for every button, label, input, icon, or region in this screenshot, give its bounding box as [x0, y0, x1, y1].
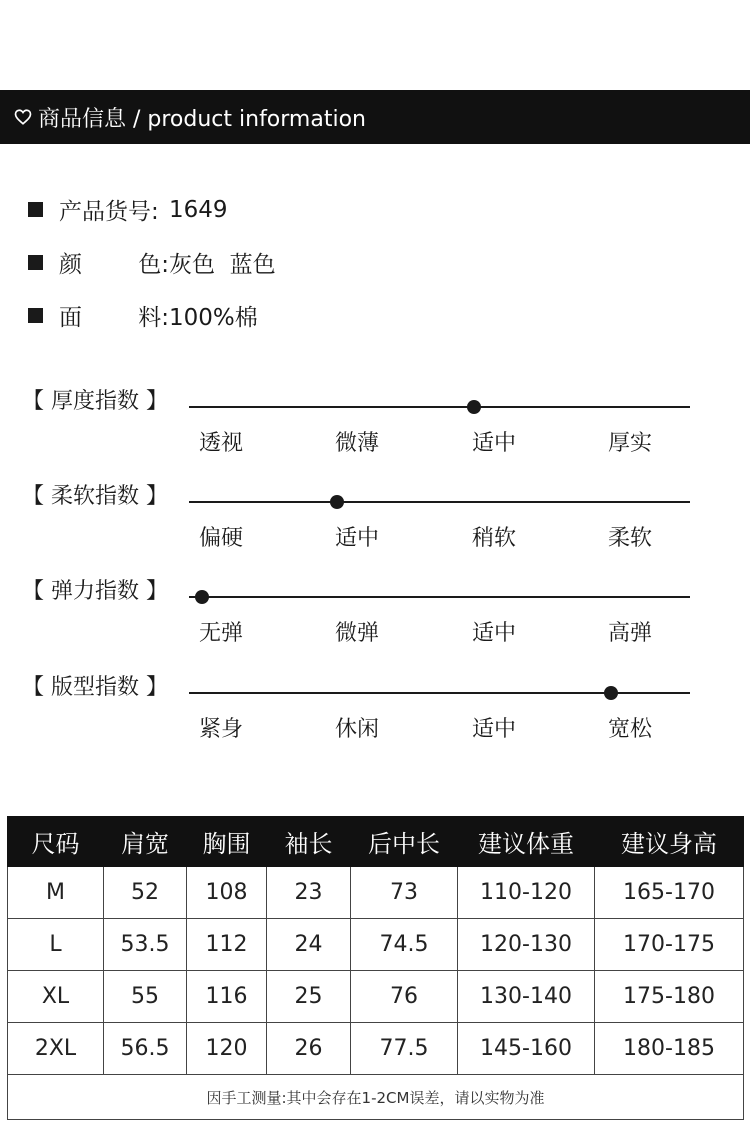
index-scale	[0, 574, 750, 669]
info-row-sku	[28, 193, 228, 226]
table-row	[8, 1023, 744, 1075]
index-marker-dot	[195, 590, 209, 604]
index-title: 【 厚度指数 】	[22, 389, 168, 414]
table-cell: 23	[267, 867, 351, 919]
index-level-label: 柔软	[608, 526, 653, 551]
index-scale	[0, 384, 750, 479]
index-level-label: 宽松	[608, 717, 653, 742]
table-row	[8, 919, 744, 971]
size-table	[7, 816, 744, 1120]
section-title: 商品信息 / product information	[38, 106, 366, 132]
index-level-label: 高弹	[608, 621, 653, 646]
info-row-material	[28, 299, 258, 332]
table-cell: 25	[267, 971, 351, 1023]
table-cell: 2XL	[8, 1023, 104, 1075]
index-scale	[0, 670, 750, 765]
table-cell: 56.5	[104, 1023, 187, 1075]
size-table-header	[8, 817, 744, 867]
index-level-label: 无弹	[199, 621, 244, 646]
table-cell: XL	[8, 971, 104, 1023]
index-title: 【 版型指数 】	[22, 675, 168, 700]
index-line	[189, 501, 690, 503]
index-title: 【 弹力指数 】	[22, 579, 168, 604]
index-level-label: 偏硬	[199, 526, 244, 551]
table-cell: 77.5	[351, 1023, 458, 1075]
index-marker-dot	[467, 400, 481, 414]
index-line	[189, 596, 690, 598]
table-cell: 112	[187, 919, 267, 971]
index-level-label: 紧身	[199, 717, 244, 742]
index-level-label: 适中	[335, 526, 380, 551]
color-label: 颜 色:	[59, 252, 169, 278]
table-row	[8, 971, 744, 1023]
section-header	[0, 90, 750, 144]
table-cell: 76	[351, 971, 458, 1023]
index-level-label: 微薄	[335, 431, 380, 456]
index-level-label: 透视	[199, 431, 244, 456]
color-value: 灰色 蓝色	[169, 252, 276, 278]
table-cell: M	[8, 867, 104, 919]
table-cell: 73	[351, 867, 458, 919]
size-table-header-cell: 胸围	[187, 817, 267, 867]
table-cell: 170-175	[595, 919, 744, 971]
index-level-label: 休闲	[335, 717, 380, 742]
table-cell: 53.5	[104, 919, 187, 971]
table-cell: 120	[187, 1023, 267, 1075]
size-table-header-cell: 袖长	[267, 817, 351, 867]
table-row	[8, 867, 744, 919]
index-level-label: 适中	[472, 621, 517, 646]
bullet-square-icon	[28, 255, 43, 270]
heart-icon	[14, 108, 32, 126]
table-cell: 180-185	[595, 1023, 744, 1075]
index-level-label: 适中	[472, 717, 517, 742]
material-value: 100%棉	[169, 305, 258, 331]
table-cell: 175-180	[595, 971, 744, 1023]
index-level-label: 厚实	[608, 431, 653, 456]
table-note-row	[8, 1075, 744, 1120]
index-title: 【 柔软指数 】	[22, 484, 168, 509]
index-scale	[0, 479, 750, 574]
table-cell: 116	[187, 971, 267, 1023]
size-table-header-cell: 尺码	[8, 817, 104, 867]
bullet-square-icon	[28, 308, 43, 323]
index-level-label: 稍软	[472, 526, 517, 551]
size-table-header-cell: 肩宽	[104, 817, 187, 867]
info-row-color	[28, 246, 276, 279]
table-cell: 55	[104, 971, 187, 1023]
bullet-square-icon	[28, 202, 43, 217]
index-marker-dot	[604, 686, 618, 700]
table-cell: 110-120	[458, 867, 595, 919]
table-cell: 74.5	[351, 919, 458, 971]
index-level-label: 微弹	[335, 621, 380, 646]
sku-label: 产品货号:	[59, 199, 159, 225]
table-cell: 130-140	[458, 971, 595, 1023]
index-marker-dot	[330, 495, 344, 509]
table-cell: 108	[187, 867, 267, 919]
sku-value: 1649	[169, 196, 228, 223]
table-cell: 145-160	[458, 1023, 595, 1075]
index-line	[189, 406, 690, 408]
table-cell: L	[8, 919, 104, 971]
index-level-label: 适中	[472, 431, 517, 456]
table-cell: 26	[267, 1023, 351, 1075]
table-cell: 165-170	[595, 867, 744, 919]
size-table-header-cell: 后中长	[351, 817, 458, 867]
table-cell: 120-130	[458, 919, 595, 971]
material-label: 面 料:	[59, 305, 169, 331]
table-cell: 24	[267, 919, 351, 971]
measurement-note: 因手工测量:其中会存在1-2CM误差，请以实物为准	[8, 1075, 744, 1120]
table-cell: 52	[104, 867, 187, 919]
size-table-header-cell: 建议身高	[595, 817, 744, 867]
size-table-header-cell: 建议体重	[458, 817, 595, 867]
